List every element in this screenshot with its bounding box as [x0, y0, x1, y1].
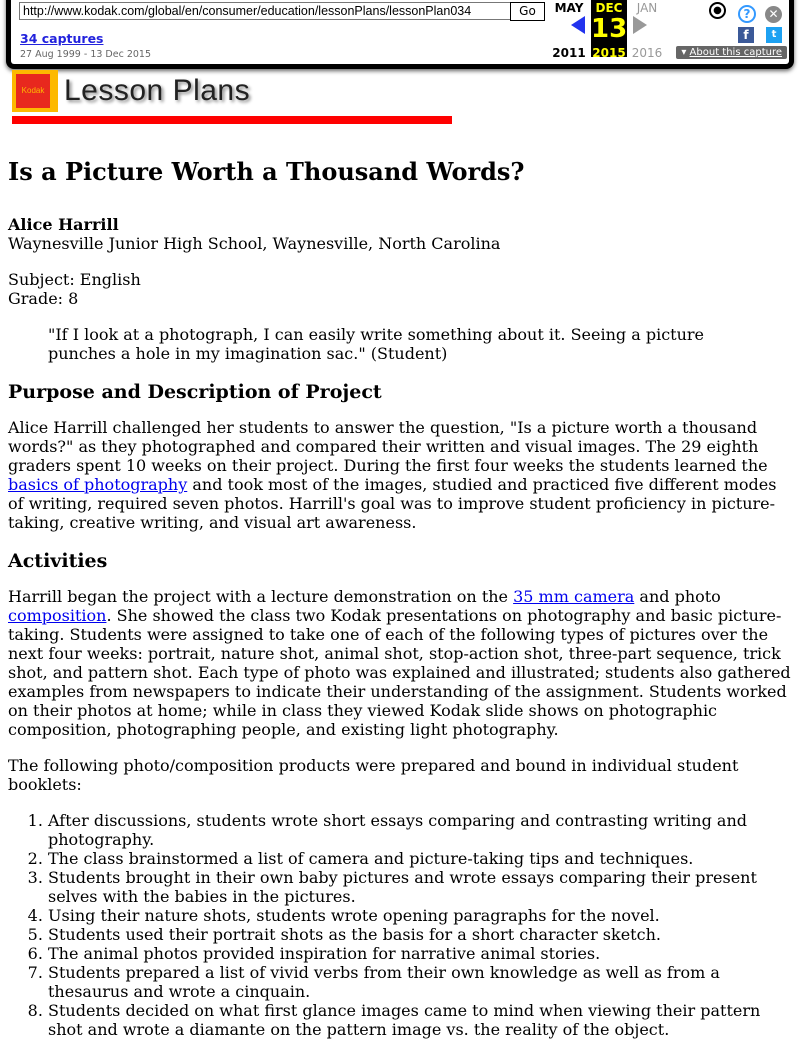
current-capture — [591, 0, 628, 60]
twitter-icon[interactable]: t — [766, 27, 782, 43]
prev-capture[interactable] — [551, 0, 587, 60]
list-item: 2. The class brainstormed a list of camera and picture-taking tips and techniques. — [48, 849, 796, 868]
products-intro: The following photo/composition products were prepared and bound in individual student booklets: — [8, 756, 739, 794]
next-capture[interactable] — [629, 0, 665, 60]
text: Harrill began the project with a lecture demonstration on the — [8, 587, 514, 606]
student-quote: "If I look at a photograph, I can easily write something about it. Seeing a picture punches a hole in my imagination sac." (Student) — [48, 325, 705, 363]
kodak-logo — [12, 70, 58, 112]
text: and took most of the images, studied and practiced five different modes of writing, required seven photos. Harrill's goal was to improve student proficiency in picture-taking, creative writing, and visual art awareness. — [8, 475, 777, 532]
help-icon[interactable]: ? — [738, 5, 756, 23]
prev-year[interactable]: 2011 — [552, 46, 586, 60]
list-item: 7. Students prepared a list of vivid verbs from their own knowledge as well as from a thesaurus and wrote a cinquain. — [48, 963, 796, 1001]
wayback-toolbar — [6, 0, 794, 69]
purpose-heading: Purpose and Description of Project — [8, 381, 382, 403]
author: Alice Harrill — [8, 215, 119, 234]
current-month: DEC — [595, 1, 623, 15]
about-capture-button[interactable]: ▾ About this capture — [676, 46, 787, 59]
prev-arrow-icon[interactable] — [571, 16, 585, 34]
list-item: 6. The animal photos provided inspiration for narrative animal stories. — [48, 944, 796, 963]
user-icon[interactable]: ● — [709, 2, 726, 19]
article — [8, 154, 796, 1039]
text: and photo — [634, 587, 721, 606]
activities-paragraph — [8, 587, 796, 739]
url-input[interactable]: http://www.kodak.com/global/en/consumer/education/lessonPlans/lessonPlan034 — [19, 2, 511, 20]
about-capture-label: About this capture — [689, 47, 782, 58]
list-item: 4. Using their nature shots, students wrote opening paragraphs for the novel. — [48, 906, 796, 925]
current-day: 13 — [591, 14, 628, 44]
subject: Subject: English — [8, 270, 141, 289]
facebook-icon[interactable]: f — [738, 27, 754, 43]
activities-heading: Activities — [8, 550, 108, 572]
list-item: 1. After discussions, students wrote short essays comparing and contrasting writing and photography. — [48, 811, 768, 849]
capture-range: 27 Aug 1999 - 13 Dec 2015 — [20, 49, 152, 60]
list-item: 5. Students used their portrait shots as the basis for a short character sketch. — [48, 925, 796, 944]
composition-link[interactable]: composition — [8, 606, 107, 625]
list-item: 3. Students brought in their own baby pictures and wrote essays comparing their present selves with the babies in the pictures. — [48, 868, 778, 906]
35mm-camera-link[interactable]: 35 mm camera — [513, 587, 635, 606]
text: . She showed the class two Kodak presentations on photography and basic picture-taking. Students were assigned to take one of each of the following types of pictures over the next four weeks: portrait, nature shot, animal shot, stop-action shot, three-part sequence, trick shot, and pattern shot. Each type of photo was explained and illustrated; students also gathered examples from newspapers to indicate their understanding of the assignment. Students worked on their photos at home; while in class they viewed Kodak slide shows on photographic composition, photographing people, and existing light photography. — [8, 606, 791, 739]
close-icon[interactable]: ✕ — [765, 6, 782, 23]
next-year[interactable]: 2016 — [631, 46, 663, 60]
basics-of-photography-link[interactable]: basics of photography — [8, 475, 188, 494]
prev-month[interactable]: MAY — [554, 1, 584, 15]
grade: Grade: 8 — [8, 289, 79, 308]
school: Waynesville Junior High School, Waynesville, North Carolina — [8, 234, 501, 253]
go-button[interactable]: Go — [510, 2, 545, 21]
text: Alice Harrill challenged her students to answer the question, "Is a picture worth a thousand words?" as they photographed and compared their written and visual images. The 29 eighth graders spent 10 weeks on their project. During the first four weeks the students learned the — [8, 418, 768, 475]
kodak-logo-text: Kodak — [16, 74, 50, 108]
purpose-paragraph — [8, 418, 796, 532]
list-item: 8. Students decided on what first glance images came to mind when viewing their pattern shot and wrote a diamante on the pattern image vs. the reality of the object. — [48, 1001, 796, 1039]
section-title: Lesson Plans — [64, 74, 251, 107]
next-arrow-icon[interactable] — [633, 16, 647, 34]
products-list — [8, 811, 796, 1039]
current-year: 2015 — [592, 46, 626, 60]
captures-link[interactable]: 34 captures — [20, 31, 104, 46]
next-month[interactable]: JAN — [636, 1, 658, 15]
page-title: Is a Picture Worth a Thousand Words? — [8, 157, 525, 186]
header-divider — [12, 116, 452, 124]
